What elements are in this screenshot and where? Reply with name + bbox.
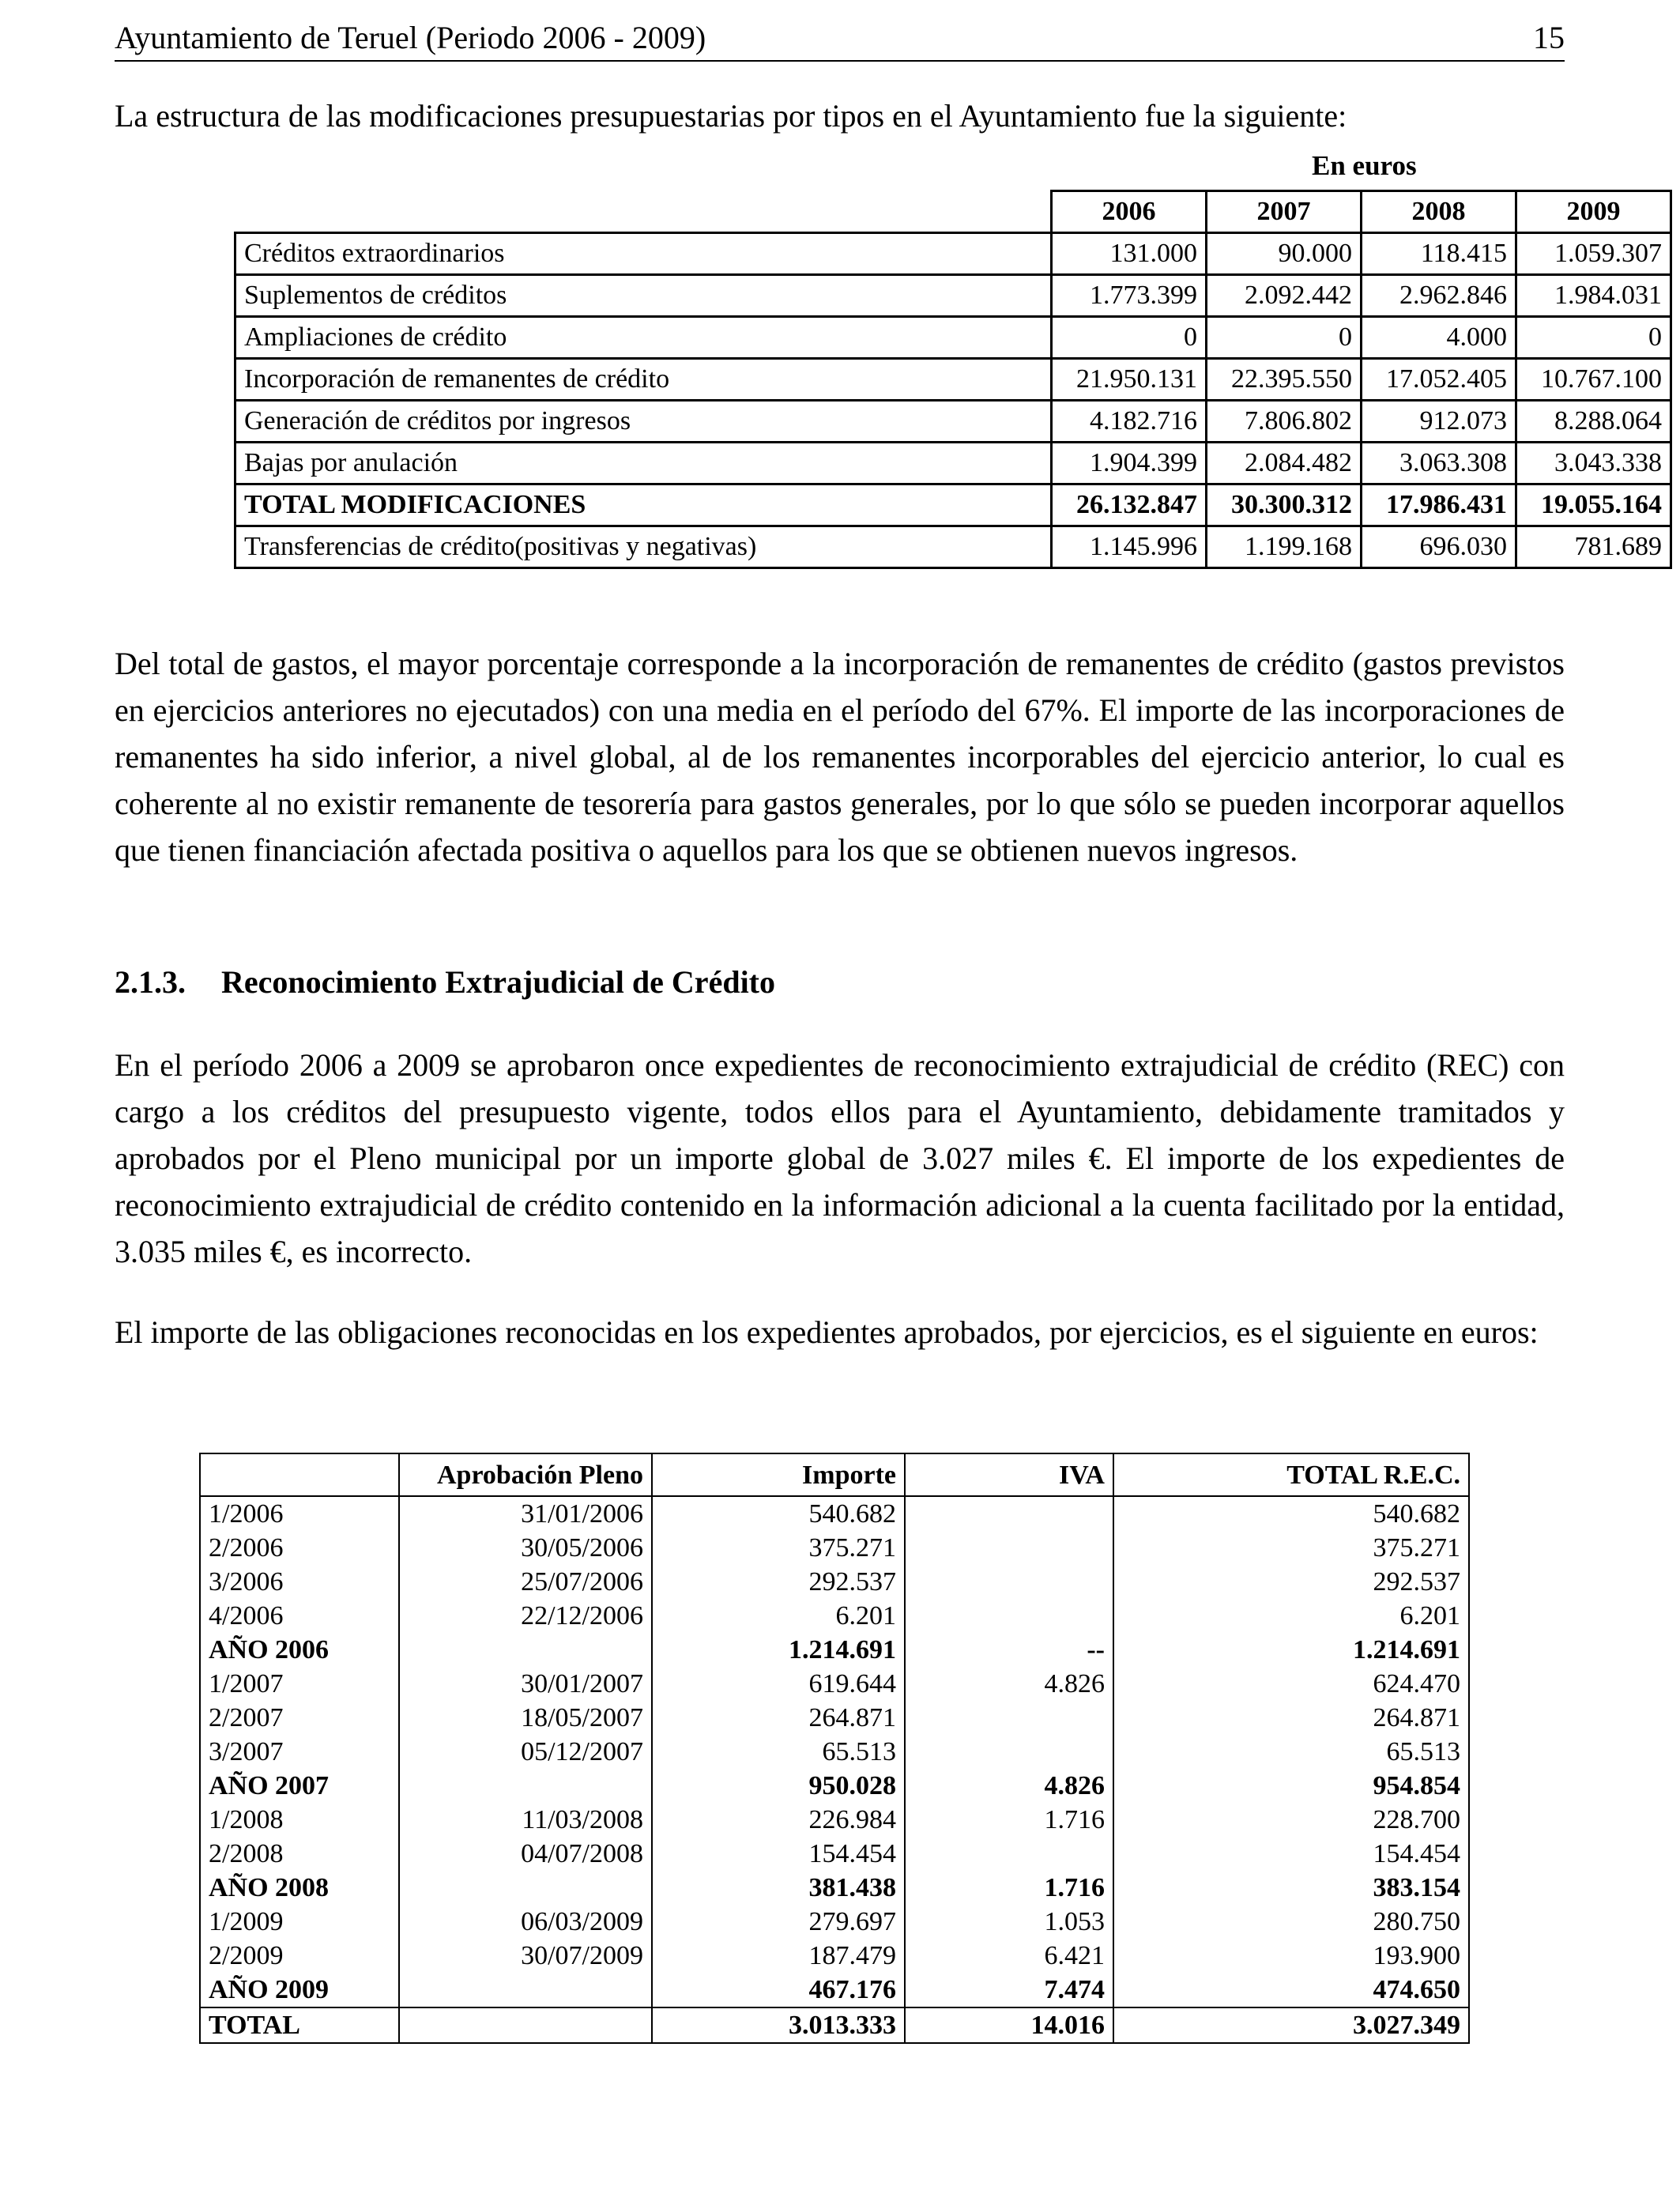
table-row (200, 1496, 1469, 1531)
header-cell: TOTAL R.E.C. (1113, 1453, 1469, 1496)
value-cell: 90.000 (1207, 233, 1362, 275)
table-row (200, 1667, 1469, 1701)
value-cell: 30/01/2007 (399, 1667, 652, 1701)
section-title: Reconocimiento Extrajudicial de Crédito (221, 964, 775, 1000)
table-row (235, 443, 1671, 484)
value-cell: 280.750 (1113, 1905, 1469, 1939)
page-number: 15 (1533, 20, 1565, 55)
value-cell: 1.214.691 (652, 1633, 905, 1667)
header-cell: IVA (905, 1453, 1113, 1496)
value-cell: 540.682 (652, 1496, 905, 1531)
value-cell: 912.073 (1362, 401, 1516, 443)
table-row (200, 1939, 1469, 1973)
value-cell (905, 1496, 1113, 1531)
value-cell: 3.063.308 (1362, 443, 1516, 484)
expediente-cell: AÑO 2009 (200, 1973, 399, 2007)
value-cell: 04/07/2008 (399, 1837, 652, 1871)
value-cell: 17.052.405 (1362, 359, 1516, 401)
value-cell: 4.182.716 (1052, 401, 1207, 443)
expediente-cell: TOTAL (200, 2007, 399, 2043)
value-cell: 4.000 (1362, 317, 1516, 359)
expediente-cell: 4/2006 (200, 1599, 399, 1633)
value-cell: 781.689 (1516, 526, 1671, 568)
expediente-cell: 2/2007 (200, 1701, 399, 1735)
table-row (235, 484, 1671, 526)
value-cell: 22/12/2006 (399, 1599, 652, 1633)
value-cell: 292.537 (1113, 1565, 1469, 1599)
value-cell: 1.053 (905, 1905, 1113, 1939)
header-title: Ayuntamiento de Teruel (Periodo 2006 - 2009) (115, 20, 706, 55)
value-cell: 6.421 (905, 1939, 1113, 1973)
value-cell: 17.986.431 (1362, 484, 1516, 526)
currency-unit-label: En euros (1312, 150, 1417, 181)
value-cell: 14.016 (905, 2007, 1113, 2043)
value-cell: 619.644 (652, 1667, 905, 1701)
value-cell: 6.201 (1113, 1599, 1469, 1633)
budget-modifications-table (234, 190, 1672, 569)
value-cell: 65.513 (652, 1735, 905, 1769)
value-cell: 264.871 (1113, 1701, 1469, 1735)
row-label: Bajas por anulación (235, 443, 1052, 484)
value-cell (905, 1701, 1113, 1735)
value-cell: 624.470 (1113, 1667, 1469, 1701)
table-row (235, 526, 1671, 568)
value-cell (905, 1735, 1113, 1769)
value-cell: 18/05/2007 (399, 1701, 652, 1735)
table-row (200, 1905, 1469, 1939)
header-cell-year: 2007 (1207, 191, 1362, 233)
expediente-cell: 1/2006 (200, 1496, 399, 1531)
table-row (235, 233, 1671, 275)
table-row (200, 1837, 1469, 1871)
value-cell: 264.871 (652, 1701, 905, 1735)
row-label: Ampliaciones de crédito (235, 317, 1052, 359)
table-header-row (200, 1453, 1469, 1496)
value-cell: 375.271 (1113, 1531, 1469, 1565)
value-cell: 11/03/2008 (399, 1803, 652, 1837)
table-row (235, 275, 1671, 317)
value-cell: 383.154 (1113, 1871, 1469, 1905)
expediente-cell: 1/2008 (200, 1803, 399, 1837)
value-cell: 540.682 (1113, 1496, 1469, 1531)
section-number: 2.1.3. (115, 964, 186, 1000)
table-row (235, 317, 1671, 359)
value-cell: 2.084.482 (1207, 443, 1362, 484)
value-cell: 26.132.847 (1052, 484, 1207, 526)
paragraph-rec-summary: En el período 2006 a 2009 se aprobaron once expedientes de reconocimiento extrajudicial de crédito (REC) con cargo a los créditos del presupuesto vigente, todos ellos para el Ayuntamiento, debidamente tramitados y aprobados por el Pleno municipal por un importe global de 3.027 miles €. El importe de los expedientes de reconocimiento extrajudicial de crédito contenido en la información adicional a la cuenta facilitado por la entidad, 3.035 miles €, es incorrecto. (115, 1047, 1565, 1269)
value-cell: 22.395.550 (1207, 359, 1362, 401)
value-cell (399, 1871, 652, 1905)
value-cell: 2.962.846 (1362, 275, 1516, 317)
expediente-cell: AÑO 2006 (200, 1633, 399, 1667)
expediente-cell: AÑO 2008 (200, 1871, 399, 1905)
value-cell: 30/07/2009 (399, 1939, 652, 1973)
header-cell-year: 2009 (1516, 191, 1671, 233)
rec-obligations-table (199, 1453, 1470, 2044)
row-label: Transferencias de crédito(positivas y negativas) (235, 526, 1052, 568)
value-cell: 467.176 (652, 1973, 905, 2007)
value-cell: 131.000 (1052, 233, 1207, 275)
value-cell: 10.767.100 (1516, 359, 1671, 401)
paragraph-rec-intro: El importe de las obligaciones reconocidas en los expedientes aprobados, por ejercicios, es el siguiente en euros: (115, 1314, 1539, 1350)
value-cell: 226.984 (652, 1803, 905, 1837)
header-cell-year: 2008 (1362, 191, 1516, 233)
row-label: Suplementos de créditos (235, 275, 1052, 317)
value-cell: 154.454 (652, 1837, 905, 1871)
expediente-cell: 3/2007 (200, 1735, 399, 1769)
value-cell (399, 2007, 652, 2043)
row-label: Créditos extraordinarios (235, 233, 1052, 275)
year-subtotal-row (200, 1633, 1469, 1667)
value-cell: 1.773.399 (1052, 275, 1207, 317)
value-cell: 1.059.307 (1516, 233, 1671, 275)
value-cell (905, 1599, 1113, 1633)
header-cell: Aprobación Pleno (399, 1453, 652, 1496)
value-cell: 474.650 (1113, 1973, 1469, 2007)
header-cell-year: 2006 (1052, 191, 1207, 233)
header-cell-blank (235, 191, 1052, 233)
value-cell (399, 1633, 652, 1667)
value-cell: -- (905, 1633, 1113, 1667)
table-header-row (235, 191, 1671, 233)
value-cell: 381.438 (652, 1871, 905, 1905)
row-label: TOTAL MODIFICACIONES (235, 484, 1052, 526)
value-cell: 25/07/2006 (399, 1565, 652, 1599)
table-row (235, 401, 1671, 443)
value-cell: 0 (1052, 317, 1207, 359)
value-cell: 4.826 (905, 1667, 1113, 1701)
value-cell: 187.479 (652, 1939, 905, 1973)
value-cell: 292.537 (652, 1565, 905, 1599)
year-subtotal-row (200, 1769, 1469, 1803)
value-cell: 30/05/2006 (399, 1531, 652, 1565)
value-cell: 65.513 (1113, 1735, 1469, 1769)
value-cell: 05/12/2007 (399, 1735, 652, 1769)
value-cell: 30.300.312 (1207, 484, 1362, 526)
value-cell: 1.904.399 (1052, 443, 1207, 484)
year-subtotal-row (200, 1973, 1469, 2007)
table-row (200, 1599, 1469, 1633)
value-cell (399, 1973, 652, 2007)
value-cell: 21.950.131 (1052, 359, 1207, 401)
value-cell: 7.806.802 (1207, 401, 1362, 443)
value-cell: 8.288.064 (1516, 401, 1671, 443)
value-cell: 1.145.996 (1052, 526, 1207, 568)
table-row (200, 1531, 1469, 1565)
value-cell: 954.854 (1113, 1769, 1469, 1803)
intro-text: La estructura de las modificaciones presupuestarias por tipos en el Ayuntamiento fue la siguiente: (115, 98, 1347, 134)
value-cell: 228.700 (1113, 1803, 1469, 1837)
value-cell (905, 1531, 1113, 1565)
value-cell: 3.013.333 (652, 2007, 905, 2043)
value-cell (399, 1769, 652, 1803)
table-row (200, 1735, 1469, 1769)
paragraph-remanentes: Del total de gastos, el mayor porcentaje corresponde a la incorporación de remanentes de crédito (gastos previstos en ejercicios anteriores no ejecutados) con una media en el período del 67%. El importe de las incorporaciones de remanentes ha sido inferior, a nivel global, al de los remanentes incorporables del ejercicio anterior, lo cual es coherente al no existir remanente de tesorería para gastos generales, por lo que sólo se pueden incorporar aquellos que tienen financiación afectada positiva o aquellos para los que se obtienen nuevos ingresos. (115, 646, 1565, 868)
row-label: Incorporación de remanentes de crédito (235, 359, 1052, 401)
value-cell: 154.454 (1113, 1837, 1469, 1871)
expediente-cell: 1/2007 (200, 1667, 399, 1701)
expediente-cell: AÑO 2007 (200, 1769, 399, 1803)
value-cell: 2.092.442 (1207, 275, 1362, 317)
table-row (200, 1701, 1469, 1735)
page-header (115, 16, 1565, 62)
value-cell: 118.415 (1362, 233, 1516, 275)
value-cell: 0 (1207, 317, 1362, 359)
expediente-cell: 2/2006 (200, 1531, 399, 1565)
expediente-cell: 3/2006 (200, 1565, 399, 1599)
value-cell: 4.826 (905, 1769, 1113, 1803)
value-cell: 1.716 (905, 1803, 1113, 1837)
value-cell: 950.028 (652, 1769, 905, 1803)
expediente-cell: 2/2008 (200, 1837, 399, 1871)
value-cell: 19.055.164 (1516, 484, 1671, 526)
value-cell: 1.214.691 (1113, 1633, 1469, 1667)
table-row (200, 1803, 1469, 1837)
total-row (200, 2007, 1469, 2043)
value-cell: 696.030 (1362, 526, 1516, 568)
year-subtotal-row (200, 1871, 1469, 1905)
table-row (235, 359, 1671, 401)
value-cell (905, 1565, 1113, 1599)
value-cell: 0 (1516, 317, 1671, 359)
expediente-cell: 1/2009 (200, 1905, 399, 1939)
header-cell (200, 1453, 399, 1496)
value-cell (905, 1837, 1113, 1871)
value-cell: 193.900 (1113, 1939, 1469, 1973)
section-heading (115, 960, 775, 1005)
value-cell: 3.043.338 (1516, 443, 1671, 484)
table-row (200, 1565, 1469, 1599)
value-cell: 31/01/2006 (399, 1496, 652, 1531)
value-cell: 6.201 (652, 1599, 905, 1633)
expediente-cell: 2/2009 (200, 1939, 399, 1973)
value-cell: 1.199.168 (1207, 526, 1362, 568)
value-cell: 7.474 (905, 1973, 1113, 2007)
value-cell: 3.027.349 (1113, 2007, 1469, 2043)
row-label: Generación de créditos por ingresos (235, 401, 1052, 443)
value-cell: 1.716 (905, 1871, 1113, 1905)
value-cell: 279.697 (652, 1905, 905, 1939)
value-cell: 375.271 (652, 1531, 905, 1565)
value-cell: 1.984.031 (1516, 275, 1671, 317)
header-cell: Importe (652, 1453, 905, 1496)
value-cell: 06/03/2009 (399, 1905, 652, 1939)
